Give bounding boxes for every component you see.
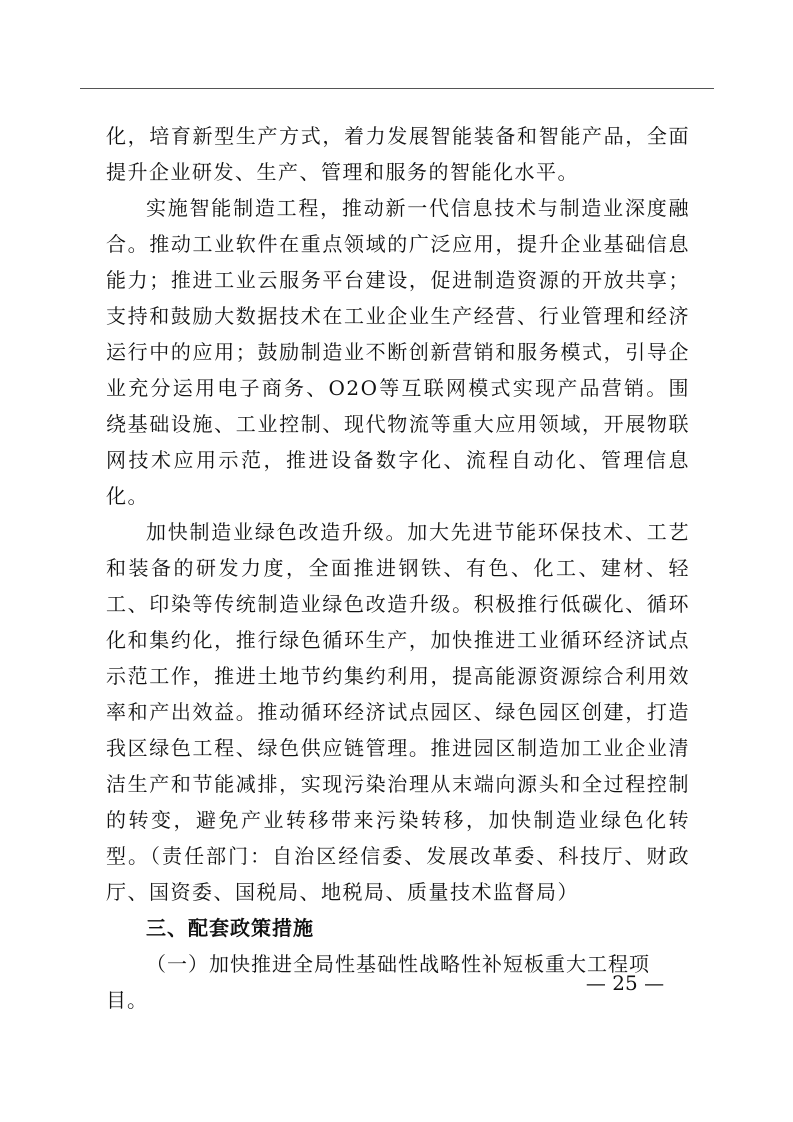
header-rule [80, 88, 714, 89]
paragraph-continued: 化，培育新型生产方式，着力发展智能装备和智能产品，全面提升企业研发、生产、管理和服务的智能化水平。 [106, 124, 690, 184]
page-number: — 25 — [585, 971, 665, 995]
page-body [106, 118, 690, 1018]
paragraph-green-manufacturing: 加快制造业绿色改造升级。加大先进节能环保技术、工艺和装备的研发力度，全面推进钢铁、有色、化工、建材、轻工、印染等传统制造业绿色改造升级。积极推行低碳化、循环化和集约化，推行绿色循环生产，加快推进工业循环经济试点示范工作，推进土地节约集约利用，提高能源资源综合利用效率和产出效益。推动循环经济试点园区、绿色园区创建，打造我区绿色工程、绿色供应链管理。推进园区制造加工业企业清洁生产和节能减排，实现污染治理从末端向源头和全过程控制的转变，避免产业转移带来污染转移，加快制造业绿色化转型。（责任部门：自治区经信委、发展改革委、科技厅、财政厅、国资委、国税局、地税局、质量技术监督局） [106, 520, 690, 904]
sub-heading: （一）加快推进全局性基础性战略性补短板重大工程项目。 [106, 952, 650, 1012]
paragraph-intelligent-manufacturing: 实施智能制造工程，推动新一代信息技术与制造业深度融合。推动工业软件在重点领域的广泛应用，提升企业基础信息能力；推进工业云服务平台建设，促进制造资源的开放共享；支持和鼓励大数据技术在工业企业生产经营、行业管理和经济运行中的应用；鼓励制造业不断创新营销和服务模式，引导企业充分运用电子商务、O2O等互联网模式实现产品营销。围绕基础设施、工业控制、现代物流等重大应用领域，开展物联网技术应用示范，推进设备数字化、流程自动化、管理信息化。 [106, 196, 690, 508]
section-heading: 三、配套政策措施 [146, 916, 314, 940]
